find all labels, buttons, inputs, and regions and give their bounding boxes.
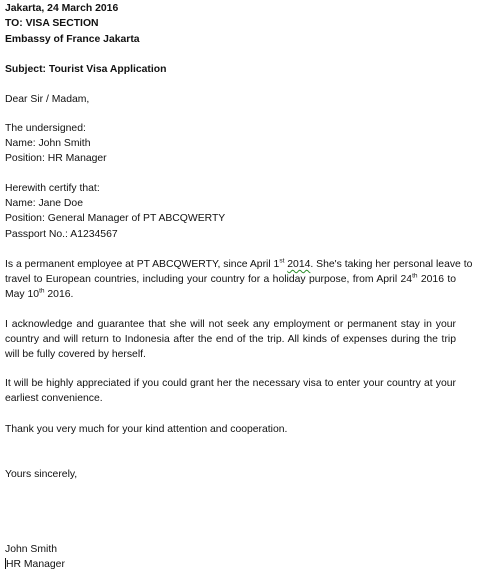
guarantee-line-1: I acknowledge and guarantee that she will not seek any employment or permanent stay in your	[5, 319, 456, 330]
employee-position: Position: General Manager of PT ABCQWERTY	[5, 213, 226, 224]
certify-intro: Herewith certify that:	[5, 183, 100, 194]
employment-paragraph	[5, 257, 473, 302]
undersigned-intro: The undersigned:	[5, 123, 86, 134]
employee-name: Name: Jane Doe	[5, 198, 83, 209]
employment-line-3: May 10th 2016.	[5, 287, 74, 300]
spellcheck-year: 2014	[287, 259, 311, 270]
salutation: Dear Sir / Madam,	[5, 94, 90, 105]
request-line-2: earliest convenience.	[5, 393, 103, 404]
request-paragraph	[5, 376, 456, 406]
undersigned-name: Name: John Smith	[5, 138, 91, 149]
recipient-line: TO: VISA SECTION	[5, 18, 99, 29]
subject-line: Subject: Tourist Visa Application	[5, 64, 167, 75]
thanks-line: Thank you very much for your kind attention and cooperation.	[5, 424, 288, 435]
signature-title[interactable]: HR Manager	[6, 559, 65, 570]
undersigned-position: Position: HR Manager	[5, 153, 107, 164]
guarantee-line-3: will be fully covered by herself.	[5, 349, 146, 360]
closing: Yours sincerely,	[5, 469, 78, 480]
passport-number: Passport No.: A1234567	[5, 229, 118, 240]
embassy-name: Embassy of France Jakarta	[5, 34, 140, 45]
place-date: Jakarta, 24 March 2016	[5, 3, 119, 14]
guarantee-line-2: country and will return to Indonesia after the end of the trip. All kinds of expenses during the trip	[5, 334, 456, 345]
employment-line-1: Is a permanent employee at PT ABCQWERTY, since April 1st 2014. She's taking her personal leave to	[5, 257, 473, 270]
request-line-1: It will be highly appreciated if you could grant her the necessary visa to enter your country at your	[5, 378, 456, 389]
signature-name: John Smith	[5, 544, 57, 555]
guarantee-paragraph	[5, 317, 456, 362]
employment-line-2: travel to European countries, including your country for a holiday purpose, from April 24th 2016 to	[5, 272, 457, 285]
